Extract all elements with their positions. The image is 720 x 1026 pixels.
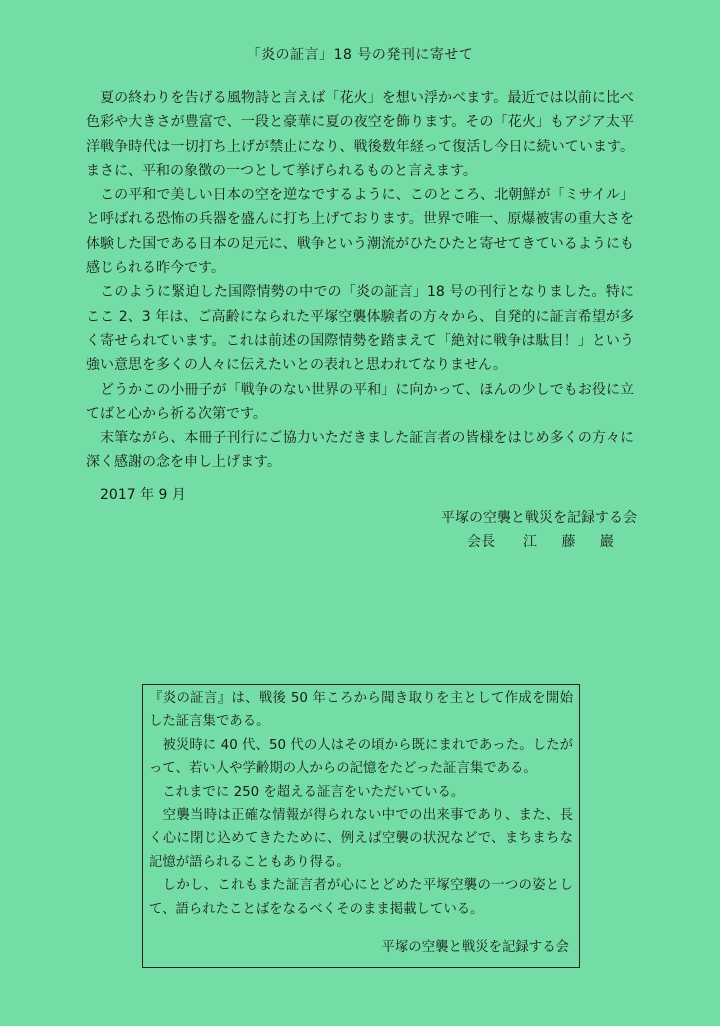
chairman-name: 江 藤 巖 xyxy=(523,534,624,550)
date: 2017 年 9 月 xyxy=(100,487,186,503)
chairman-line xyxy=(467,531,624,551)
organization-name: 平塚の空襲と戦災を記録する会 xyxy=(441,510,637,526)
chairman-title: 会長 xyxy=(467,534,495,550)
paragraph-5: 末筆ながら、本冊子刊行にご協力いただきました証言者の皆様をはじめ多くの方々に深く感謝の念を申し上げます。 xyxy=(86,430,634,471)
foreword-body xyxy=(86,86,634,475)
document-title: 「炎の証言」18 号の発刊に寄せて xyxy=(246,47,474,63)
paragraph-3: このように緊迫した国際情勢の中での「炎の証言」18 号の刊行となりました。特にここ 2、3 年は、ご高齢になられた平塚空襲体験者の方々から、自発的に証言希望が多く寄せられています。これは前述の国際情勢を踏まえて「絶対に戦争は駄目！」という強い意思を多くの人々に伝えたいとの表れと思われてなりません。 xyxy=(86,284,634,374)
box-paragraph-4: 空襲当時は正確な情報が得られない中での出来事であり、また、長く心に閉じ込めてきたために、例えば空襲の状況などで、まちまちな記憶が語られることもあり得る。 xyxy=(149,808,573,870)
paragraph-4: どうかこの小冊子が「戦争のない世界の平和」に向かって、ほんの少しでもお役に立てばと心から祈る次第です。 xyxy=(86,381,634,422)
box-paragraph-2: 被災時に 40 代、50 代の人はその頃から既にまれであった。したがって、若い人や学齢期の人からの記憶をたどった証言集である。 xyxy=(149,737,573,777)
box-signature: 平塚の空襲と戦災を記録する会 xyxy=(381,939,569,955)
box-paragraph-5: しかし、これもまた証言者が心にとどめた平塚空襲の一つの姿として、語られたことばをなるべくそのまま掲載している。 xyxy=(149,878,573,917)
paragraph-1: 夏の終わりを告げる風物詩と言えば「花火」を想い浮かべます。最近では以前に比べ色彩や大きさが豊富で、一段と豪華に夏の夜空を飾ります。その「花火」もアジア太平洋戦争時代は一切打ち上げが禁止になり、戦後数年経って復活し今日に続いています。まさに、平和の象徴の一つとして挙げられるものと言えます。 xyxy=(86,90,634,179)
paragraph-2: この平和で美しい日本の空を逆なでするように、このところ、北朝鮮が「ミサイル」と呼ばれる恐怖の兵器を盛んに打ち上げております。世界で唯一、原爆被害の重大さを体験した国である日本の足元に、戦争という潮流がひたひたと寄せてきているようにも感じられる昨今です。 xyxy=(86,187,634,277)
about-box xyxy=(142,684,580,968)
box-paragraph-1: 『炎の証言』は、戦後 50 年ころから聞き取りを主として作成を開始した証言集である。 xyxy=(149,691,573,730)
box-paragraph-3: これまでに 250 を超える証言をいただいている。 xyxy=(149,784,465,800)
